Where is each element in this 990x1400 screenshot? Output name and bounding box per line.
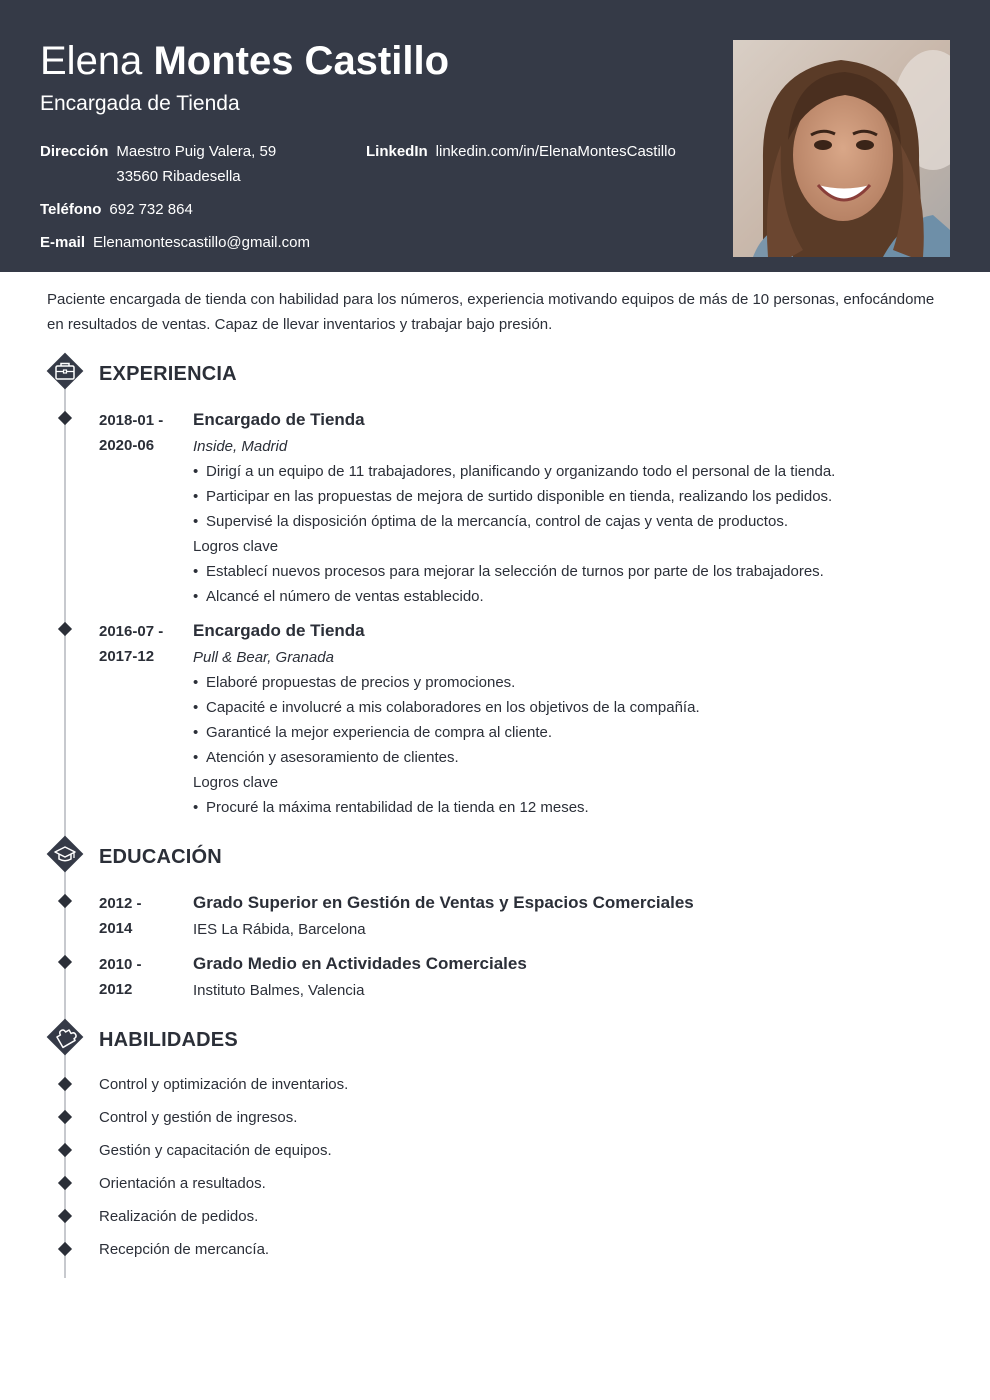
address-line-1: Maestro Puig Valera, 59: [116, 143, 277, 160]
last-name: Montes Castillo: [153, 39, 450, 83]
job-role: Encargado de Tienda: [193, 621, 365, 640]
degree-title: Grado Superior en Gestión de Ventas y Espacios Comerciales: [193, 893, 694, 912]
briefcase-icon: [44, 350, 86, 392]
puzzle-icon: [44, 1016, 86, 1058]
list-item: • Atención y asesoramiento de clientes.: [193, 745, 953, 770]
phone-block: [40, 197, 193, 222]
linkedin-label: LinkedIn: [366, 143, 428, 160]
timeline-marker: [58, 1176, 72, 1190]
timeline-marker: [58, 1110, 72, 1124]
phone-label: Teléfono: [40, 201, 102, 218]
timeline-marker: [58, 411, 72, 425]
date-end: 2014: [99, 920, 133, 937]
timeline-marker: [58, 955, 72, 969]
skill-item: Control y gestión de ingresos.: [99, 1109, 298, 1126]
date-end: 2020-06: [99, 437, 155, 454]
list-item: • Procuré la máxima rentabilidad de la tienda en 12 meses.: [193, 795, 953, 820]
skill-item: Gestión y capacitación de equipos.: [99, 1142, 332, 1159]
company-location: Pull & Bear, Granada: [193, 649, 334, 666]
achievements-label: Logros clave: [193, 538, 279, 555]
experience-section-title: EXPERIENCIA: [99, 363, 237, 385]
linkedin-block: [366, 139, 676, 164]
school-name: Instituto Balmes, Valencia: [193, 982, 365, 999]
education-entry: [193, 951, 953, 1003]
job-title: Encargada de Tienda: [40, 92, 240, 115]
email-label: E-mail: [40, 234, 86, 251]
address-value: [116, 139, 276, 189]
list-item: • Capacité e involucré a mis colaboradores en los objetivos de la compañía.: [193, 695, 953, 720]
date-start: 2018-01 -: [99, 412, 164, 429]
skill-item: Realización de pedidos.: [99, 1208, 259, 1225]
profile-summary: Paciente encargada de tienda con habilidad para los números, experiencia motivando equipos de más de 10 personas, enfocándome en resultados de ventas. Capaz de llevar inventarios y trabajar bajo presión.: [47, 291, 935, 333]
timeline-marker: [58, 1242, 72, 1256]
skills-section-title: HABILIDADES: [99, 1029, 238, 1051]
list-item: • Dirigí a un equipo de 11 trabajadores, planificando y organizando todo el personal de la tienda.: [193, 459, 953, 484]
education-date: [99, 891, 184, 941]
list-item: • Establecí nuevos procesos para mejorar la selección de turnos por parte de los trabajadores.: [193, 559, 953, 584]
first-name: Elena: [40, 39, 143, 83]
date-end: 2012: [99, 981, 133, 998]
timeline-marker: [58, 1209, 72, 1223]
profile-photo: [733, 40, 950, 257]
date-start: 2016-07 -: [99, 623, 164, 640]
experience-date: [99, 619, 184, 669]
resume-header: [0, 0, 990, 272]
job-role: Encargado de Tienda: [193, 410, 365, 429]
achievements-label: Logros clave: [193, 774, 279, 791]
experience-entry: [193, 618, 953, 820]
candidate-name: [40, 38, 449, 84]
experience-entry: [193, 407, 953, 609]
school-name: IES La Rábida, Barcelona: [193, 921, 366, 938]
list-item: • Participar en las propuestas de mejora de surtido disponible en tienda, realizando los pedidos.: [193, 484, 953, 509]
date-end: 2017-12: [99, 648, 155, 665]
timeline-marker: [58, 622, 72, 636]
address-line-2: 33560 Ribadesella: [116, 168, 241, 185]
experience-date: [99, 408, 184, 458]
email-block: [40, 230, 310, 255]
education-section-title: EDUCACIÓN: [99, 846, 222, 868]
timeline-marker: [58, 894, 72, 908]
email-link[interactable]: Elenamontescastillo@gmail.com: [93, 234, 310, 251]
date-start: 2012 -: [99, 895, 142, 912]
address-label: Dirección: [40, 143, 109, 160]
list-item: • Garanticé la mejor experiencia de compra al cliente.: [193, 720, 953, 745]
skill-item: Control y optimización de inventarios.: [99, 1076, 349, 1093]
list-item: • Elaboré propuestas de precios y promociones.: [193, 670, 953, 695]
skill-item: Orientación a resultados.: [99, 1175, 266, 1192]
list-item: • Supervisé la disposición óptima de la mercancía, control de cajas y venta de productos.: [193, 509, 953, 534]
education-entry: [193, 890, 953, 942]
company-location: Inside, Madrid: [193, 438, 288, 455]
education-date: [99, 952, 184, 1002]
list-item: • Alcancé el número de ventas establecido.: [193, 584, 953, 609]
address-block: [40, 139, 276, 189]
timeline-marker: [58, 1077, 72, 1091]
degree-title: Grado Medio en Actividades Comerciales: [193, 954, 527, 973]
timeline-marker: [58, 1143, 72, 1157]
date-start: 2010 -: [99, 956, 142, 973]
graduation-cap-icon: [44, 833, 86, 875]
skill-item: Recepción de mercancía.: [99, 1241, 270, 1258]
phone-value: 692 732 864: [109, 201, 193, 218]
linkedin-link[interactable]: linkedin.com/in/ElenaMontesCastillo: [435, 143, 676, 160]
